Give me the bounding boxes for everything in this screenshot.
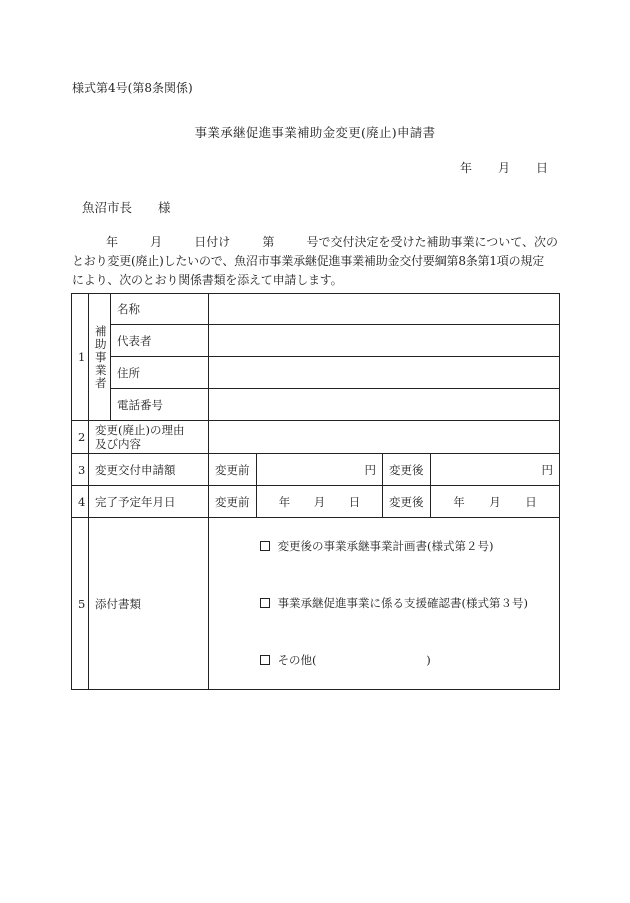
- completion-before-input[interactable]: 年 月 日: [257, 486, 383, 518]
- statement-month: 月: [150, 235, 163, 249]
- date-day: 日: [535, 161, 548, 175]
- amount-before-input[interactable]: 円: [257, 454, 383, 486]
- field-label-phone: 電話番号: [111, 389, 209, 421]
- table-row: [72, 486, 560, 518]
- completion-after-label: 変更後: [383, 486, 431, 518]
- phone-input-cell[interactable]: [209, 389, 560, 421]
- recipient: [82, 198, 171, 216]
- table-row: [72, 294, 560, 325]
- table-row: [72, 518, 560, 690]
- table-row: [72, 325, 560, 357]
- field-label-completion-date: 完了予定年月日: [89, 486, 209, 518]
- attachment-item[interactable]: 事業承継促進事業に係る支援確認書(様式第３号): [223, 575, 553, 632]
- row-number: 4: [72, 486, 89, 518]
- row-number: 3: [72, 454, 89, 486]
- amount-before-label: 変更前: [209, 454, 257, 486]
- row-number: 5: [72, 518, 89, 690]
- name-input-cell[interactable]: [209, 294, 560, 325]
- attachment-item[interactable]: その他( ): [223, 632, 553, 689]
- table-row: [72, 389, 560, 421]
- row-number: 2: [72, 421, 89, 454]
- representative-input-cell[interactable]: [209, 325, 560, 357]
- date-month: 月: [497, 161, 510, 175]
- completion-before-label: 変更前: [209, 486, 257, 518]
- table-row: [72, 357, 560, 389]
- row-number: 1: [72, 294, 89, 421]
- field-label-name: 名称: [111, 294, 209, 325]
- field-label-representative: 代表者: [111, 325, 209, 357]
- reason-input-cell[interactable]: [209, 421, 560, 454]
- field-label-amount: 変更交付申請額: [89, 454, 209, 486]
- checkbox-icon[interactable]: [260, 598, 270, 608]
- statement-day: 日付け: [194, 235, 231, 249]
- amount-after-label: 変更後: [383, 454, 431, 486]
- submission-date: [460, 159, 548, 176]
- form-id: 様式第4号(第8条関係): [72, 81, 193, 95]
- recipient-honorific: 様: [158, 200, 171, 215]
- statement-number-prefix: 第: [262, 235, 275, 249]
- document-title: 事業承継促進事業補助金変更(廃止)申請書: [194, 125, 436, 140]
- application-table: [71, 293, 560, 690]
- completion-after-input[interactable]: 年 月 日: [431, 486, 560, 518]
- field-label-address: 住所: [111, 357, 209, 389]
- checkbox-icon[interactable]: [260, 541, 270, 551]
- field-label-attachments: 添付書類: [89, 518, 209, 690]
- statement-year: 年: [106, 235, 119, 249]
- application-statement: [72, 233, 558, 290]
- attachments-list: [209, 518, 560, 690]
- statement-line-3: により、次のとおり関係書類を添えて申請します。: [72, 273, 343, 287]
- field-label-reason: 変更(廃止)の理由 及び内容: [89, 421, 209, 454]
- checkbox-icon[interactable]: [260, 655, 270, 665]
- table-row: [72, 454, 560, 486]
- address-input-cell[interactable]: [209, 357, 560, 389]
- date-year: 年: [459, 161, 472, 175]
- recipient-name: 魚沼市長: [82, 200, 133, 215]
- amount-after-input[interactable]: 円: [431, 454, 560, 486]
- applicant-group-label: 補 助 事 業 者: [89, 294, 111, 421]
- statement-line-2: とおり変更(廃止)したいので、魚沼市事業承継促進事業補助金交付要綱第8条第1項の規定: [72, 254, 544, 268]
- table-row: [72, 421, 560, 454]
- attachment-item[interactable]: 変更後の事業承継事業計画書(様式第２号): [223, 518, 553, 575]
- statement-line-1: [72, 233, 558, 252]
- statement-line-1-rest: 号で交付決定を受けた補助事業について、次の: [306, 235, 558, 249]
